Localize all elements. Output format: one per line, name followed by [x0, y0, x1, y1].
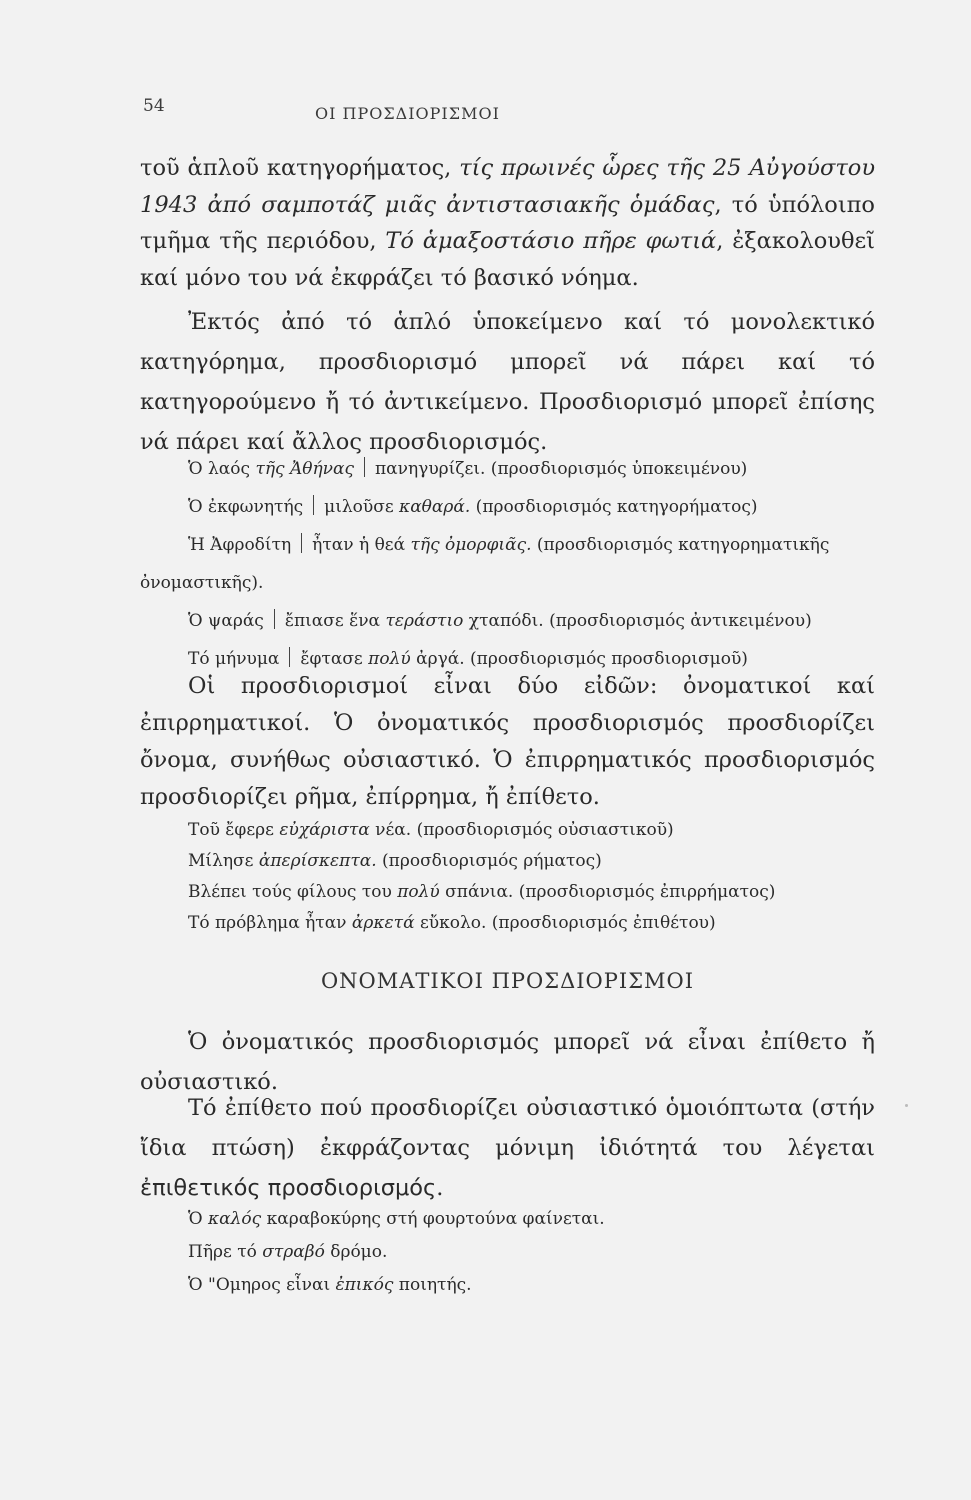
running-title: ΟΙ ΠΡΟΣΔΙΟΡΙΣΜΟΙ: [315, 104, 500, 123]
example-text: Πῆρε τό: [188, 1242, 263, 1262]
page-number: 54: [143, 96, 165, 116]
example-text: σπάνια.: [439, 882, 514, 902]
example-text: δρόμο.: [324, 1242, 388, 1262]
example-predicate: ἦταν ἡ θεά: [312, 535, 411, 555]
example-note: (προσδιορισμός κατηγορήματος): [470, 497, 758, 517]
paragraph-modifiers-of-modifiers: Ἐκτός ἀπό τό ἁπλό ὑποκείμενο καί τό μονολεκτικό κατηγόρημα, προσδιορισμό μπορεῖ νά πάρει καί τό κατηγορούμενο ἤ τό ἀντικείμενο. Προσδιορισμό μπορεῖ ἐπίσης νά πάρει καί ἄλλος προσδιορισμός.: [140, 309, 875, 455]
para1-italic-1: τίς πρωινές ὧρες τῆς 25 Αὐγούστου 1943 ἀπό σαμποτάζ μιᾶς ἀντιστασιακῆς ὁμάδας: [140, 155, 875, 218]
example-text: νέα.: [369, 820, 412, 840]
example-note: (προσδιορισμός ἀντικειμένου): [543, 611, 812, 631]
example-modifier: τεράστιο: [385, 611, 464, 631]
example-modifier: καλός: [208, 1209, 262, 1229]
example-item: [140, 450, 875, 488]
paragraph-nominal-definition: Ὁ ὀνοματικός προσδιορισμός μπορεῖ νά εἶναι ἐπίθετο ἤ οὐσιαστικό.: [140, 1029, 875, 1095]
example-text: καραβοκύρης στή φουρτούνα φαίνεται.: [261, 1209, 605, 1229]
defined-term: ἐπιθετικός προσδιορισμός: [140, 1175, 437, 1201]
examples-list-1: [140, 450, 875, 678]
separator-bar: [289, 647, 290, 667]
example-text: Βλέπει τούς φίλους του: [188, 882, 398, 902]
example-text: Ὁ: [188, 1209, 209, 1229]
example-subject: Τό μήνυμα: [188, 649, 280, 669]
example-predicate: πανηγυρίζει.: [374, 459, 486, 479]
example-predicate: ἔφτασε: [300, 649, 369, 669]
example-predicate: μιλοῦσε: [324, 497, 400, 517]
example-modifier: πολύ: [368, 649, 411, 669]
example-note: (προσδιορισμός ρήματος): [376, 851, 602, 871]
example-item: [140, 815, 875, 846]
example-item: [140, 488, 875, 526]
example-note: (προσδιορισμός κατηγορηματικῆς ὀνομαστικῆς).: [140, 535, 830, 593]
para1-text-2: , τό ὑπόλοιπο τμῆμα τῆς περιόδου,: [140, 191, 875, 254]
examples-list-3: [140, 1203, 875, 1302]
example-predicate: ἔπιασε ἕνα: [284, 611, 386, 631]
example-object: χταπόδι.: [463, 611, 544, 631]
para1-text-3: , ἐξακολουθεῖ καί μόνο του νά ἐκφράζει τό βασικό νόημα.: [140, 228, 875, 291]
paragraph-two-kinds: Οἱ προσδιορισμοί εἶναι δύο εἰδῶν: ὀνοματικοί καί ἐπιρρηματικοί. Ὁ ὀνοματικός προσδιορισμός προσδιορίζει ὄνομα, συνήθως οὐσιαστικό. Ὁ ἐπιρρηματικός προσδιορισμός προσδιορίζει ρῆμα, ἐπίρρημα, ἤ ἐπίθετο.: [140, 673, 875, 810]
example-text: ποιητής.: [393, 1275, 472, 1295]
example-item: [140, 526, 875, 602]
separator-bar: [364, 457, 365, 477]
example-text: Μίλησε: [188, 851, 259, 871]
example-modifier: τῆς ὀμορφιᾶς.: [410, 535, 532, 555]
examples-list-2: [140, 815, 875, 939]
separator-bar: [301, 533, 302, 553]
example-item: [140, 846, 875, 877]
example-modifier: καθαρά.: [399, 497, 471, 517]
example-modifier: ἀρκετά: [351, 913, 415, 933]
example-text: Τοῦ ἔφερε: [188, 820, 280, 840]
example-text: εὔκολο.: [414, 913, 487, 933]
example-modifier: τῆς Ἀθήνας: [255, 459, 354, 479]
separator-bar: [313, 495, 314, 515]
para5-text: Τό ἐπίθετο πού προσδιορίζει οὐσιαστικό ὁμοιόπτωτα (στήν ἴδια πτώση) ἐκφράζοντας μόνιμη ἰδιότητά του λέγεται: [140, 1095, 875, 1161]
para1-text-1: τοῦ ἁπλοῦ κατηγορήματος,: [140, 155, 460, 181]
para1-italic-2: Τό ἁμαξοστάσιο πῆρε φωτιά: [385, 228, 717, 254]
example-item: [140, 1236, 875, 1269]
paragraph-continuation: [140, 150, 875, 296]
example-subject: Ὁ λαός: [188, 459, 256, 479]
example-item: [140, 1269, 875, 1302]
example-item: [140, 1203, 875, 1236]
example-subject: Ὁ ἐκφωνητής: [188, 497, 304, 517]
example-item: [140, 877, 875, 908]
example-note: (προσδιορισμός ὑποκειμένου): [485, 459, 748, 479]
example-note: (προσδιορισμός ἐπιθέτου): [486, 913, 716, 933]
example-note: (προσδιορισμός οὐσιαστικοῦ): [411, 820, 674, 840]
para5-end: .: [436, 1175, 444, 1201]
example-adverb: ἀργά.: [410, 649, 465, 669]
example-modifier: ἐπικός: [335, 1275, 394, 1295]
paragraph-attributive: [140, 1088, 875, 1208]
scan-speck: [905, 1104, 908, 1107]
example-subject: Ἡ Ἀφροδίτη: [188, 535, 292, 555]
example-modifier: πολύ: [397, 882, 440, 902]
example-text: Τό πρόβλημα ἦταν: [188, 913, 352, 933]
example-modifier: ἀπερίσκεπτα.: [258, 851, 377, 871]
example-note: (προσδιορισμός προσδιορισμοῦ): [464, 649, 748, 669]
example-text: Ὁ "Ομηρος εἶναι: [188, 1275, 336, 1295]
section-heading: ΟΝΟΜΑΤΙΚΟΙ ΠΡΟΣΔΙΟΡΙΣΜΟΙ: [320, 969, 695, 993]
example-modifier: εὐχάριστα: [279, 820, 370, 840]
example-subject: Ὁ ψαράς: [188, 611, 264, 631]
example-item: [140, 908, 875, 939]
example-note: (προσδιορισμός ἐπιρρήματος): [513, 882, 776, 902]
example-modifier: στραβό: [262, 1242, 325, 1262]
example-item: [140, 602, 875, 640]
separator-bar: [274, 609, 275, 629]
